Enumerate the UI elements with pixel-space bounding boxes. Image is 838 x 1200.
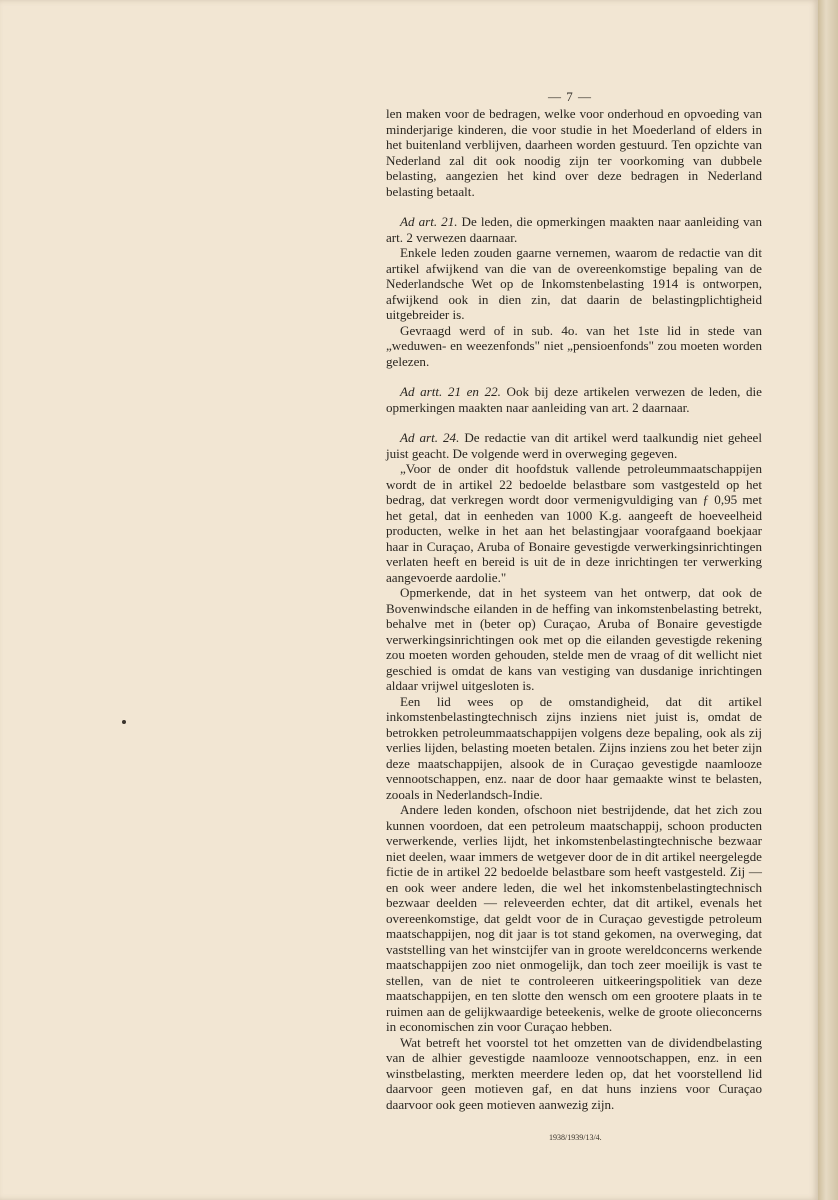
paragraph [386, 430, 762, 461]
body-text [386, 106, 762, 1112]
paragraph [386, 384, 762, 415]
paragraph-text: Andere leden konden, ofschoon niet bestrijdende, dat het zich zou kunnen voordoen, dat een petroleum maatschappij, schoon producten verwerkende, verlies lijdt, het inkomstenbelastingtechnische bezwaar niet deelen, waar immers de wetgever door de in dit artikel neergelegde fictie de in artikel 22 bedoelde belastbare som heeft vastgesteld. Zij — en ook weer andere leden, die wel het inkomstenbelastingtechnisch bezwaar deelden — releveerden echter, dat dit artikel, evenals het overeenkomstige, dat geldt voor de in Curaçao gevestigde petroleum maatschappijen, nog dit jaar is tot stand gekomen, na overweging, dat vaststelling van het winstcijfer van in groote wereldconcerns werkende maatschappijen zoo niet onmogelijk, dan toch zeer moeilijk is vast te stellen, van de niet te controleeren uitkeeringspolitiek van deze maatschappijen, en ten slotte den wensch om een grootere plaats in te ruimen aan de gelijkwaardige beteekenis, welke de groote olieconcerns in economischen zin voor Curaçao hebben. [386, 802, 762, 1034]
paragraph-text: Gevraagd werd of in sub. 4o. van het 1ste lid in stede van „weduwen- en weezenfonds" niet „pensioenfonds" zou moeten worden gelezen. [386, 322, 762, 369]
footer-code: 1938/1939/13/4. [549, 1133, 602, 1142]
article-reference: Ad artt. 21 en 22. [400, 384, 501, 399]
paragraph-text: Een lid wees op de omstandigheid, dat dit artikel inkomstenbelastingtechnisch zijns inziens niet juist is, omdat de betrokken petroleummaatschappijen volgens deze bepaling, ook als zij verlies lijden, belasting moeten betalen. Zijns inziens zou het beter zijn deze maatschappijen, alsook de in Curaçao gevestigde naamlooze vennootschappen, enz. naar de door haar gemaakte winst te belasten, zooals in Nederlandsch-Indie. [386, 693, 762, 802]
ink-dot [122, 720, 126, 724]
paragraph-text: De leden, die opmerkingen maakten naar aanleiding van art. 2 verwezen daarnaar. [386, 214, 763, 245]
paragraph [386, 1035, 762, 1113]
paragraph-text: De redactie van dit artikel werd taalkundig niet geheel juist geacht. De volgende werd in overweging gegeven. [386, 430, 762, 461]
paragraph-text: Enkele leden zouden gaarne vernemen, waarom de redactie van dit artikel afwijkend van die van de overeenkomstige bepaling van de Nederlandsche Wet op de Inkomstenbelasting 1914 is ontworpen, afwijkend ook in dien zin, dat daarin de belastingplichtigheid uitgebreider is. [386, 245, 762, 322]
paragraph-text: Opmerkende, dat in het systeem van het ontwerp, dat ook de Bovenwindsche eilanden in de heffing van inkomstenbelasting betrekt, behalve met in (beter op) Curaçao, Aruba of Bonaire gevestigde verwerkingsinrichtingen ook met op die eilanden gevestigde rekening zou moeten worden gehouden, stelde men de vraag of dit wellicht niet geschied is omdat de kans van vestiging van dusdanige inrichtingen aldaar vrijwel uitgesloten is. [386, 585, 762, 693]
paragraph-text: len maken voor de bedragen, welke voor onderhoud en opvoeding van minderjarige kinderen, die voor studie in het Moederland of elders in het buitenland verblijven, daarheen worden gestuurd. Ten opzichte van Nederland zal dit ook noodig zijn ter voorkoming van dubbele belasting, aangezien het kind over deze bedragen in Nederland belasting betaalt. [386, 106, 762, 199]
paragraph [386, 214, 762, 245]
paragraph [386, 694, 762, 803]
paragraph-text: „Voor de onder dit hoofdstuk vallende petroleummaatschappijen wordt de in artikel 22 bedoelde belastbare som vastgesteld op het bedrag, dat verkregen wordt door vermenigvuldiging van ƒ 0,95 met het getal, dat in eenheden van 1000 K.g. aangeeft de hoeveelheid producten, welke in het aan het belastingjaar voorafgaand boekjaar haar in Curaçao, Aruba of Bonaire gevestigde verwerkingsinrichtingen verlaten heeft en bereid is uit de in deze inrichtingen ter verwerking aangevoerde aardolie." [386, 461, 762, 585]
article-reference: Ad art. 24. [400, 430, 460, 445]
quoted-paragraph [386, 461, 762, 585]
paragraph [386, 323, 762, 370]
paragraph [386, 585, 762, 694]
paragraph [386, 802, 762, 1035]
paragraph [386, 245, 762, 323]
paragraph-text: Ook bij deze artikelen verwezen de leden, die opmerkingen maakten naar aanleiding van art. 2 daarnaar. [386, 384, 762, 415]
article-reference: Ad art. 21. [400, 214, 458, 229]
page-edge [818, 0, 838, 1200]
paragraph-text: Wat betreft het voorstel tot het omzetten van de dividendbelasting van de alhier gevestigde naamlooze vennootschappen, enz. in een winstbelasting, merkten meerdere leden op, dat het voorstellend lid daarvoor geen motieven gaf, en dat huns inziens voor Curaçao daarvoor ook geen motieven aanwezig zijn. [386, 1034, 762, 1112]
page-number: — 7 — [548, 89, 592, 104]
paragraph [386, 106, 762, 199]
